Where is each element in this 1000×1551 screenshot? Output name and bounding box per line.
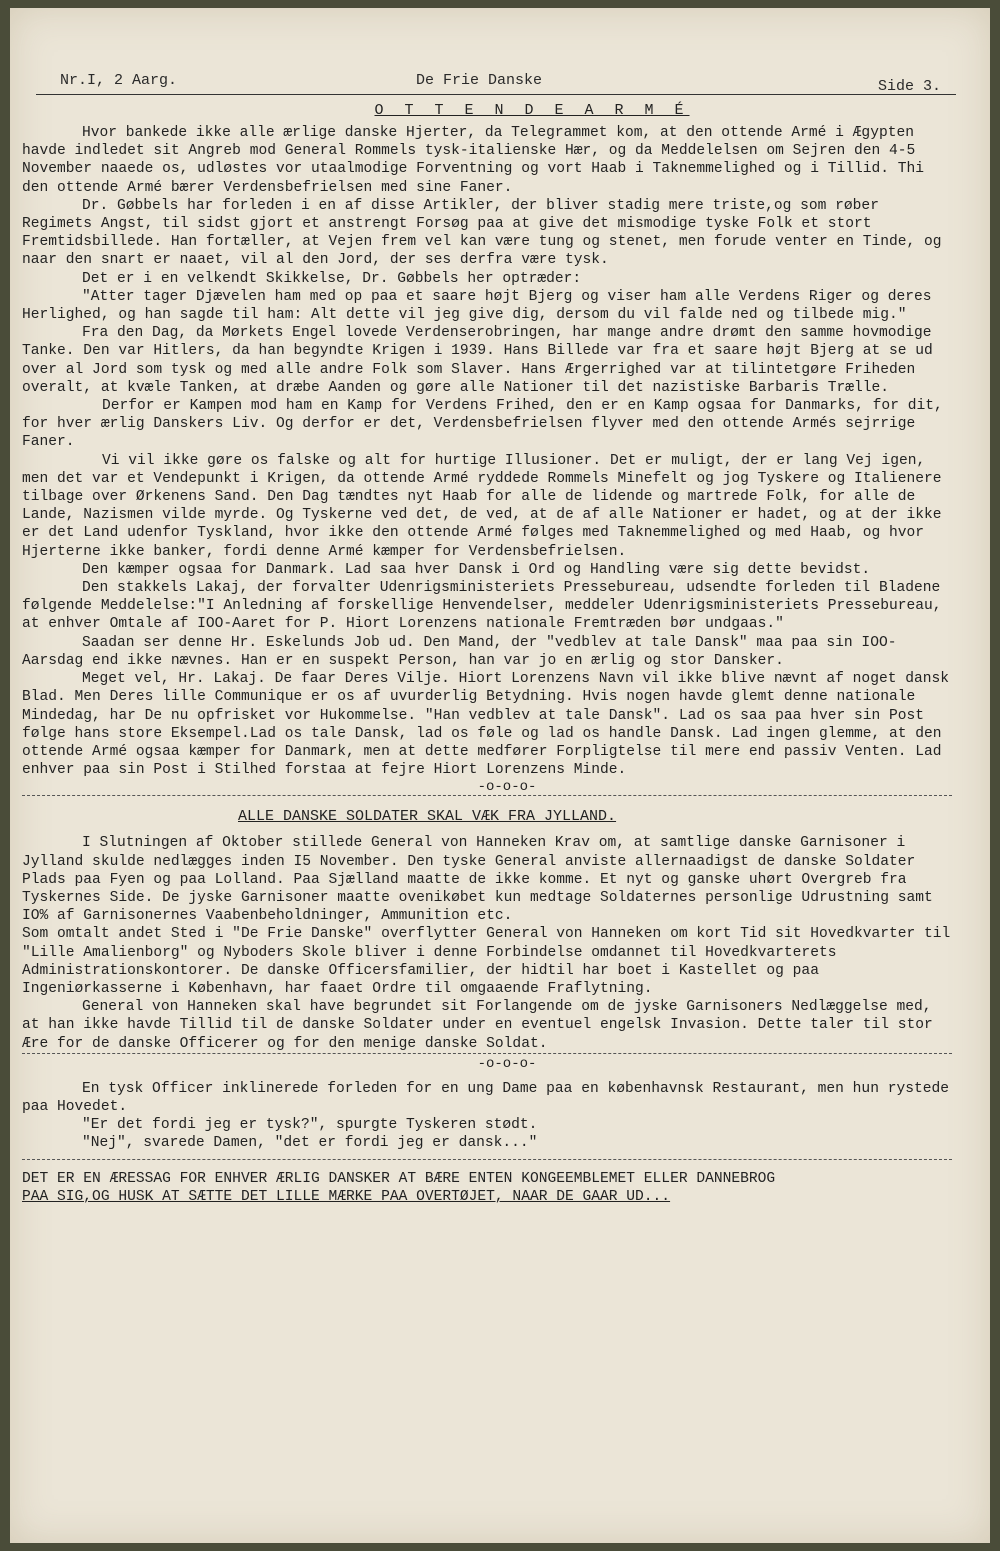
article-paragraph: Det er i en velkendt Skikkelse, Dr. Gøbbels her optræder: [82,270,582,287]
page-header [36,70,956,95]
section-separator: -o-o-o- [477,779,537,796]
anecdote-line: "Nej", svarede Damen, "det er fordi jeg er dansk..." [82,1135,538,1152]
closing-line-2: PAA SIG,OG HUSK AT SÆTTE DET LILLE MÆRKE PAA OVERTØJET, NAAR DE GAAR UD... [22,1188,671,1205]
article-paragraph: Fra den Dag, da Mørkets Engel lovede Verdenserobringen, har mange andre drømt den samme hovmodige Tanke. Den var Hitlers, da han begyndte Krigen i 1939. Hans Billede var fra et saare højt Bjerg at se ud over al Jord som tysk og med alle andre Folk som Slaver. Hans Ærgerrighed var at tilintetgøre Friheden overalt, at kvæle Tanken, at dræbe Aanden og gøre alle Nationer til det nazistiske Barbaris Trælle. [22,325,933,396]
issue-number: Nr.I, 2 Aarg. [60,72,178,89]
article-paragraph: Hvor bankede ikke alle ærlige danske Hjerter, da Telegrammet kom, at den ottende Armé i Ægypten havde indledet sit Angreb mod General Rommels tysk-italienske Hær, og da Meddelelsen om Sejren den 4-5 November naaede os, udløstes vor utaalmodige Forventning og vort Haab i Taknemmelighed og i Tillid. Thi den ottende Armé bærer Verdensbefrielsen med sine Faner. [22,125,925,196]
closing-notice [22,1170,952,1206]
article-paragraph: Dr. Gøbbels har forleden i en af disse Artikler, der bliver stadig mere triste,og som røber Regimets Angst, til sidst gjort et anstrengt Forsøg paa at give det mismodige tyske Folk et stort Fremtidsbillede. Han fortæller, at Vejen frem vel kan være tung og stenet, men forude venter en Tinde, og naar den snart er naaet, vil al den Jord, der ses derfra være tysk. [22,197,942,269]
article-paragraph: Meget vel, Hr. Lakaj. De faar Deres Vilje. Hiort Lorenzens Navn vil ikke blive nævnt af noget dansk Blad. Men Deres lille Communique er os af uvurderlig Betydning. Hvis nogen havde glemt denne nationale Mindedag, har De nu opfrisket vor Hukommelse. "Han vedblev at tale Dansk". Lad os saa paa hver sin Post følge hans store Eksempel.Lad os tale Dansk, lad os føle og lad os handle Dansk. Lad ingen glemme, at den ottende Armé ogsaa kæmper for Danmark, men at dette medfører Forpligtelse til mere end passiv Venten. Lad enhver paa sin Post i Stilhed forstaa at fejre Hiort Lorenzens Minde. [22,671,950,779]
article-paragraph: Derfor er Kampen mod ham en Kamp for Verdens Frihed, den er en Kamp ogsaa for Danmarks, for dit, for hver ærlig Danskers Liv. Og derfor er det, Verdensbefrielsen flyver med den ottende Armés sejrrige Faner. [22,398,943,451]
quote-paragraph: "Atter tager Djævelen ham med op paa et saare højt Bjerg og viser ham alle Verdens Riger og deres Herlighed, og han sagde til ham: Alt dette vil jeg give dig, dersom du vil falde ned og tilbede mig." [22,288,932,324]
divider-rule [22,795,952,796]
article-title-soldater: ALLE DANSKE SOLDATER SKAL VÆK FRA JYLLAND. [238,808,617,826]
page-body [22,96,952,1206]
divider-rule [22,1053,952,1054]
page-number: Side 3. [878,78,942,95]
article-paragraph: Den stakkels Lakaj, der forvalter Udenrigsministeriets Pressebureau, udsendte forleden til Bladene følgende Meddelelse:"I Anledning af forskellige Henvendelser, meddeler Udenrigsministeriets Pressebureau, at enhver Omtale af IOO-Aaret for P. Hiort Lorenzens nationale Fremtræden bør undgaas." [22,580,942,633]
article-paragraph: General von Hanneken skal have begrundet sit Forlangende om de jyske Garnisoners Nedlæggelse med, at han ikke havde Tillid til de danske Soldater under en eventuel engelsk Invasion. Dette taler til stor Ære for de danske Officerer og for den menige danske Soldat. [22,999,933,1052]
article-title-ottende-arme: O T T E N D E A R M É [374,102,690,119]
anecdote-line: "Er det fordi jeg er tysk?", spurgte Tyskeren stødt. [82,1117,538,1134]
article-paragraph: Som omtalt andet Sted i "De Frie Danske" overflytter General von Hanneken om kort Tid sit Hovedkvarter til "Lille Amalienborg" og Nyboders Skole bliver i denne Forbindelse omdannet til Hovedkvarterets Administrationskontorer. De danske Officersfamilier, der hidtil har boet i Kastellet og paa Ingeniørkasserne i København, har faaet Ordre til omgaaende Fraflytning. [22,926,951,997]
article-paragraph: Saadan ser denne Hr. Eskelunds Job ud. Den Mand, der "vedblev at tale Dansk" maa paa sin IOO-Aarsdag end ikke nævnes. Han er en suspekt Person, han var jo en ærlig og stor Dansker. [22,634,897,669]
article-paragraph: I Slutningen af Oktober stillede General von Hanneken Krav om, at samtlige danske Garnisoner i Jylland skulde nedlægges inden I5 November. Den tyske General anviste allernaadigst de danske Soldater Plads paa Fyen og paa Lolland. Paa Sjælland maatte de ikke komme. Et nyt og ganske uhørt Overgreb fra Tyskernes Side. De jyske Garnisoner maatte ovenikøbet kun medtage Soldaternes personlige Udrustning samt IO% af Garnisonernes Vaabenbeholdninger, Ammunition etc. [22,835,933,925]
paper-name: De Frie Danske [416,72,543,89]
anecdote-paragraph: En tysk Officer inklinerede forleden for en ung Dame paa en københavnsk Restaurant, men hun rystede paa Hovedet. [22,1080,950,1115]
closing-line-1: DET ER EN ÆRESSAG FOR ENHVER ÆRLIG DANSKER AT BÆRE ENTEN KONGEEMBLEMET ELLER DANNEBROG [22,1170,776,1187]
article-paragraph: Den kæmper ogsaa for Danmark. Lad saa hver Dansk i Ord og Handling være sig dette bevidst. [82,561,871,578]
divider-rule [22,1159,952,1160]
section-separator: -o-o-o- [477,1055,537,1072]
article-paragraph: Vi vil ikke gøre os falske og alt for hurtige Illusioner. Det er muligt, der er lang Vej igen, men det var et Vendepunkt i Krigen, da ottende Armé ryddede Rommels Minefelt og jog Tyskere og Italienere tilbage over Ørkenens Sand. Den Dag tændtes nyt Haab for alle de lidende og martrede Folk, for alle de Lande, Nazismen vilde myrde. Og Tyskerne ved det, de ved, at de af alle Nationer er hadet, og at der ikke er det Land udenfor Tyskland, hvor ikke den ottende Armé følges med Taknemmelighed og med Haab, og hvor Hjerterne ikke banker, fordi denne Armé kæmper for Verdensbefrielsen. [22,452,942,560]
